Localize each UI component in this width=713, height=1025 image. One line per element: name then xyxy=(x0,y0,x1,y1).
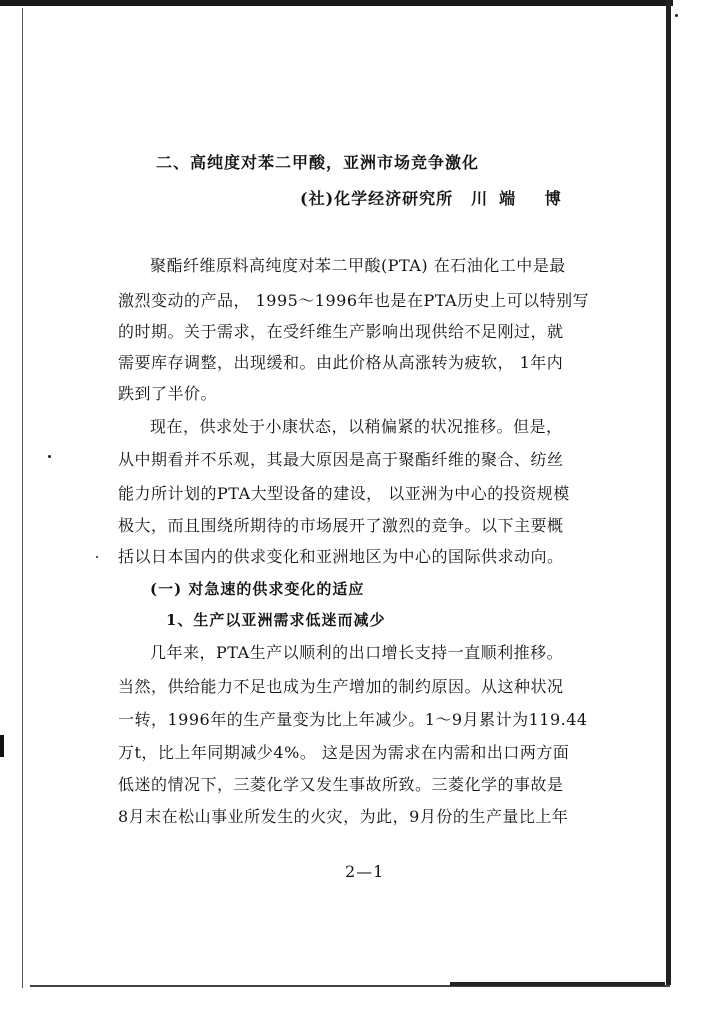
author-affiliation: (社)化学经济研究所 xyxy=(300,189,454,208)
paragraph-line: 聚酯纤维原料高纯度对苯二甲酸(PTA) 在石油化工中是最 xyxy=(150,256,566,275)
paragraph-line: 几年来，PTA生产以顺利的出口增长支持一直顺利推移。 xyxy=(150,643,564,662)
page-number: 2—1 xyxy=(345,862,385,881)
scan-border-left xyxy=(22,8,23,988)
paragraph-line: 括以日本国内的供求变化和亚洲地区为中心的国际供求动向。 xyxy=(118,547,564,566)
scan-speck xyxy=(96,556,98,558)
scan-border-top xyxy=(0,0,673,6)
paragraph-line: 现在，供求处于小康状态，以稍偏紧的状况推移。但是， xyxy=(150,417,563,436)
scan-speck xyxy=(675,14,678,17)
article-title: 二、高纯度对苯二甲酸，亚洲市场竞争激化 xyxy=(156,153,480,172)
author-name: 川端 博 xyxy=(471,189,573,208)
paragraph-line: 一转，1996年的生产量变为比上年减少。1～9月累计为119.44 xyxy=(118,710,588,729)
scan-speck xyxy=(48,455,51,458)
scan-border-bottom-heavy xyxy=(450,982,665,986)
scan-border-right xyxy=(666,0,671,985)
subsection-heading: 1、生产以亚洲需求低迷而减少 xyxy=(166,611,386,629)
author-line xyxy=(300,186,573,209)
paragraph-line: 低迷的情况下，三菱化学又发生事故所致。三菱化学的事故是 xyxy=(118,775,564,794)
paragraph-line: 激烈变动的产品， 1995～1996年也是在PTA历史上可以特别写 xyxy=(118,291,590,310)
paragraph-line: 从中期看并不乐观，其最大原因是高于聚酯纤维的聚合、纺丝 xyxy=(118,450,564,469)
paragraph-line: 当然，供给能力不足也成为生产增加的制约原因。从这种状况 xyxy=(118,677,564,696)
scan-mark xyxy=(0,735,4,757)
paragraph-line: 的时期。关于需求，在受纤维生产影响出现供给不足刚过，就 xyxy=(118,322,564,341)
paragraph-line: 跌到了半价。 xyxy=(118,384,218,403)
paragraph-line: 极大，而且围绕所期待的市场展开了激烈的竞争。以下主要概 xyxy=(118,516,564,535)
paragraph-line: 万t，比上年同期减少4%。 这是因为需求在内需和出口两方面 xyxy=(118,743,570,762)
paragraph-line: 需要库存调整，出现缓和。由此价格从高涨转为疲软， 1年内 xyxy=(118,353,564,372)
paragraph-line: 8月末在松山事业所发生的火灾，为此，9月份的生产量比上年 xyxy=(118,807,569,826)
paragraph-line: 能力所计划的PTA大型设备的建设， 以亚洲为中心的投资规模 xyxy=(118,484,570,503)
section-heading: (一) 对急速的供求变化的适应 xyxy=(150,580,365,598)
